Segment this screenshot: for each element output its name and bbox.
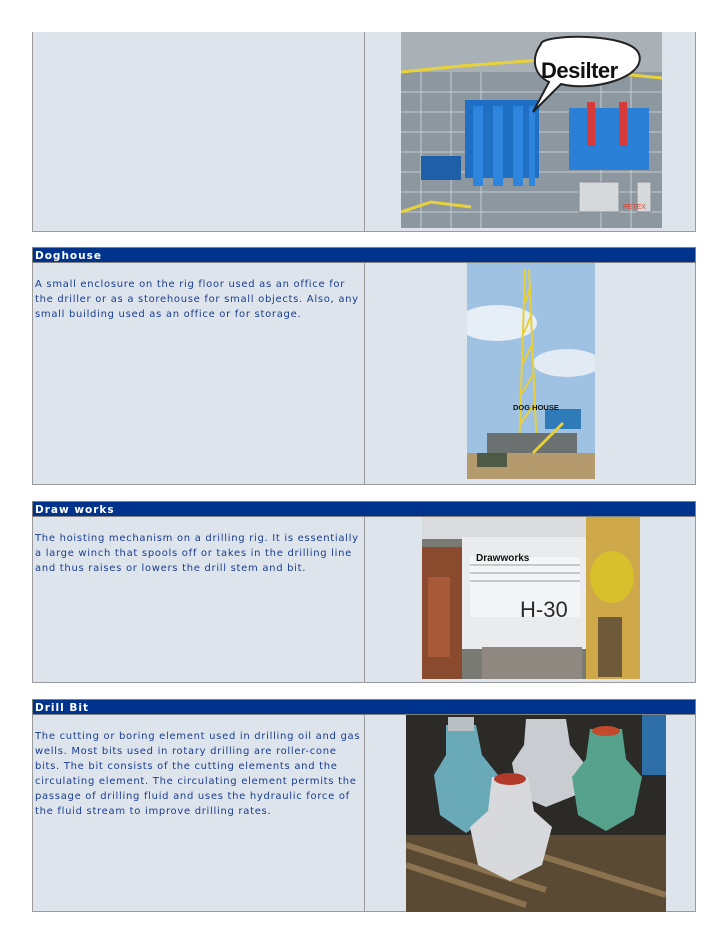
entry-row — [32, 517, 696, 683]
entry-title: Draw works — [32, 501, 696, 517]
desilter-photo — [401, 32, 662, 228]
entry-image-cell — [365, 517, 695, 682]
entry-title: Doghouse — [32, 247, 696, 263]
doghouse-photo-label: DOG HOUSE — [513, 403, 559, 412]
entry-row — [32, 263, 696, 485]
entry-drill-bit — [32, 699, 696, 912]
entry-drawworks — [32, 501, 696, 683]
entry-description: The hoisting mechanism on a drilling rig. It is essentially a large winch that spools off or takes in the drilling line and thus raises or lowers the drill stem and bit. — [33, 517, 365, 682]
entry-description: The cutting or boring element used in drilling oil and gas wells. Most bits used in rotary drilling are roller-cone bits. The bit consists of the cutting elements and the circulating element. The circulating element permits the passage of drilling fluid and uses the hydraulic force of the fluid stream to improve drilling rates. — [33, 715, 365, 911]
entry-title: Drill Bit — [32, 699, 696, 715]
entry-desilter — [32, 32, 696, 232]
entry-image-cell — [365, 715, 695, 911]
drawworks-photo-label: Drawworks — [476, 553, 530, 564]
entry-doghouse — [32, 247, 696, 485]
entry-image-cell — [365, 263, 695, 484]
doghouse-photo — [467, 263, 595, 479]
drill-bit-photo — [406, 715, 666, 912]
entry-image-cell — [365, 32, 695, 231]
drawworks-photo — [422, 517, 640, 679]
drawworks-photo-machine-text: H-30 — [520, 597, 568, 622]
entry-description: A small enclosure on the rig floor used as an office for the driller or as a storehouse for small objects. Also, any small building used as an office or for storage. — [33, 263, 365, 484]
desilter-photo-label: Desilter — [541, 58, 618, 83]
entry-row — [32, 715, 696, 912]
entry-description — [33, 32, 365, 231]
desilter-photo-watermark: PETEX — [623, 204, 646, 211]
entry-row — [32, 32, 696, 232]
